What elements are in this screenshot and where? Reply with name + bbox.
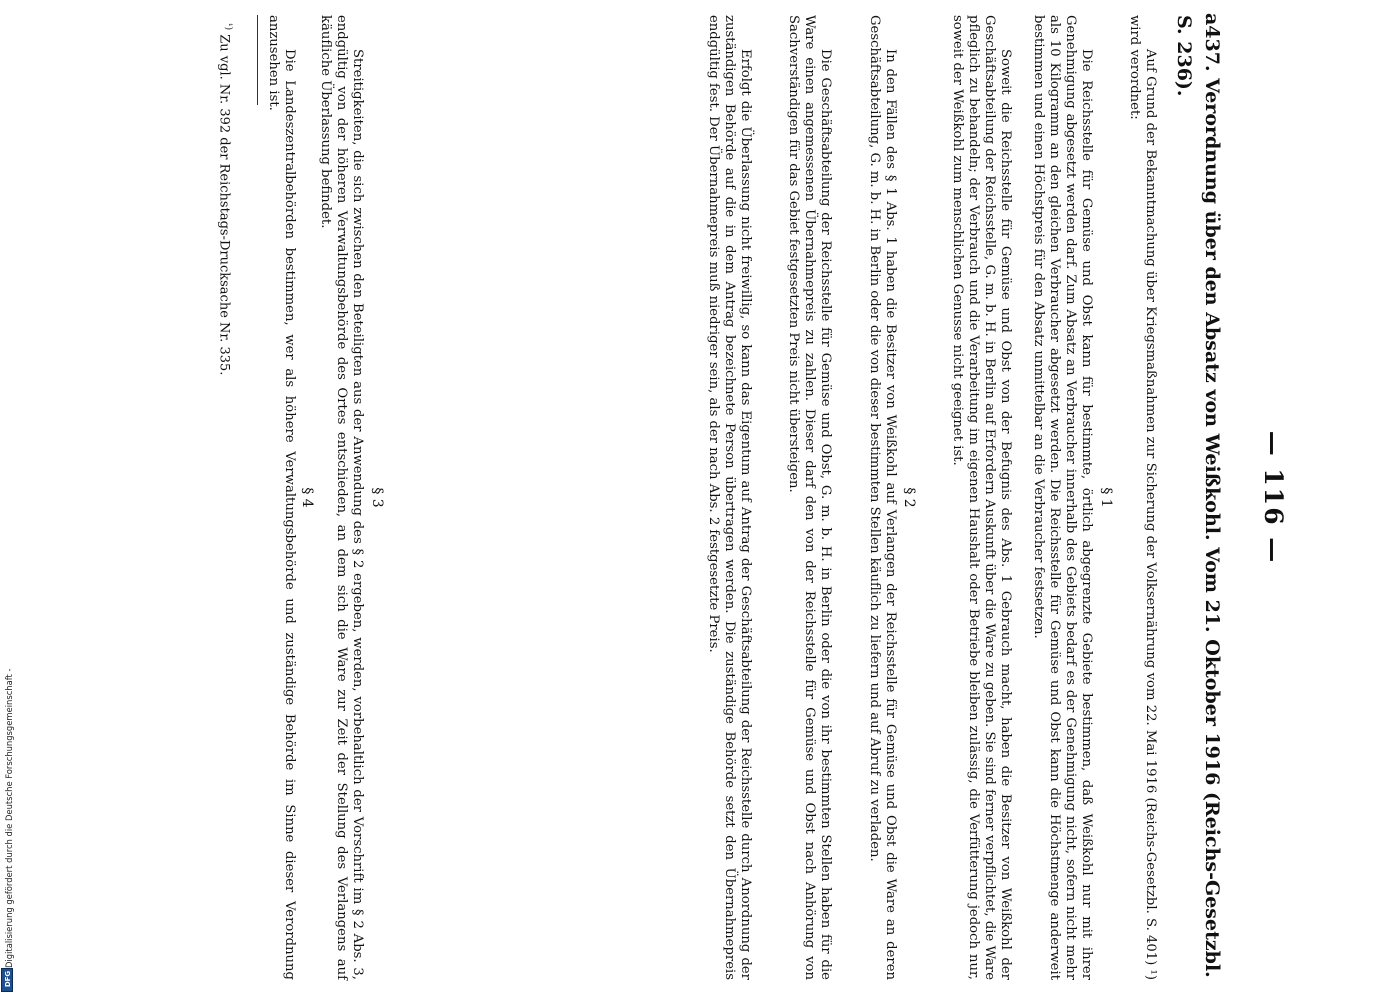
title-text: Verordnung über den Absatz von Weißkohl. Vom 21. Oktober 1916 (Reichs-Gesetzbl. S. 236). [1173, 15, 1223, 978]
section-2-paragraph-2: Die Geschäftsabteilung der Reichsstelle für Gemüse und Obst, G. m. b. H. in Berlin oder die von ihr bestimmten Stellen haben für die Ware einen angemessenen Übernahmepreis zu zahlen. Dieser darf den von der Reichsstelle für Gemüse und Obst nach Anhörung von Sachverständigen für das Gebiet festgesetzten Preis nicht übersteigen. [785, 15, 833, 980]
dfg-logo-icon [1, 968, 13, 992]
section-1-paragraph-2: Soweit die Reichsstelle für Gemüse und Obst von der Befugnis des Abs. 1 Gebrauch macht, haben die Besitzer von Weißkohl der Geschäftsabteilung der Reichsstelle, G. m. b. H. in Berlin auf Erfordern Auskunft über die Ware zu geben. Sie sind ferner verpflichtet, die Ware pfleglich zu behandeln; der Verbrauch und die Verarbeitung im eigenen Haushalt oder Betriebe bleiben zulässig, die Verfütterung jedoch nur, soweit der Weißkohl zum menschlichen Genusse nicht geeignet ist. [949, 15, 1013, 980]
footnote [216, 15, 236, 980]
footnote-rule [257, 15, 258, 105]
footnote-text: Zu vgl. Nr. 392 der Reichstags-Drucksache Nr. 335. [216, 34, 232, 376]
rotated-document-page [170, 15, 1290, 980]
section-heading-2: § 2 [901, 487, 917, 508]
section-heading-1: § 1 [1098, 487, 1114, 508]
footnote-marker: ¹) [223, 23, 233, 31]
dfg-logo-text: DFG [4, 970, 12, 988]
section-4-paragraph-1: Die Landeszentralbehörden bestimmen, wer als höhere Verwaltungsbehörde und zuständige Behörde im Sinne dieser Verordnung anzusehen ist. [265, 15, 297, 980]
page-number: — 116 — [1259, 430, 1288, 565]
title-prefix: a437. [1201, 13, 1223, 72]
section-1-paragraph-1: Die Reichsstelle für Gemüse und Obst kann für bestimmte, örtlich abgegrenzte Gebiete bestimmen, daß Weißkohl nur mit ihrer Genehmigung abgesetzt werden darf. Zum Absatz an Verbraucher innerhalb des Gebiets bedarf es der Genehmigung nicht, sofern nicht mehr als 10 Kilogramm an den gleichen Verbraucher abgesetzt werden. Die Reichsstelle für Gemüse und Obst kann die Höchstmenge anderweit bestimmen und einen Höchstpreis für den Absatz unmittelbar an die Verbraucher festsetzen. [1030, 15, 1094, 980]
section-3-paragraph-1: Streitigkeiten, die sich zwischen den Beteiligten aus der Anwendung des § 2 ergeben, werden, vorbehaltlich der Vorschrift im § 2 Abs. 3, endgültig von der höheren Verwaltungsbehörde des Ortes entschieden, an dem sich die Ware zur Zeit der Stellung des Verlangens auf käufliche Überlassung befindet. [317, 15, 365, 980]
preamble: Auf Grund der Bekanntmachung über Kriegsmaßnahmen zur Sicherung der Volksernährung vom 22. Mai 1916 (Reichs-Gesetzbl. S. 401) ¹) wird verordnet: [1126, 15, 1158, 980]
section-heading-4: § 4 [299, 487, 315, 508]
section-2-paragraph-3: Erfolgt die Überlassung nicht freiwillig, so kann das Eigentum auf Antrag der Geschäftsabteilung der Reichsstelle durch Anordnung der zuständigen Behörde auf die in dem Antrag bezeichnete Person übertragen werden. Die zuständige Behörde setzt den Übernahmepreis endgültig fest. Der Übernahmepreis muß niedriger sein, als der nach Abs. 2 festgesetzte Preis. [705, 15, 753, 980]
section-heading-3: § 3 [369, 487, 385, 508]
document-title [1170, 15, 1226, 980]
section-2-paragraph-1: In den Fällen des § 1 Abs. 1 haben die Besitzer von Weißkohl auf Verlangen der Reichsstelle für Gemüse und Obst die Ware an deren Geschäftsabteilung, G. m. b. H. in Berlin oder die von dieser bestimmten Stellen käuflich zu liefern und auf Abruf zu verladen. [866, 15, 898, 980]
digitization-credit: Digitalisierung gefördert durch die Deutsche Forschungsgemeinschaft - [4, 668, 14, 968]
